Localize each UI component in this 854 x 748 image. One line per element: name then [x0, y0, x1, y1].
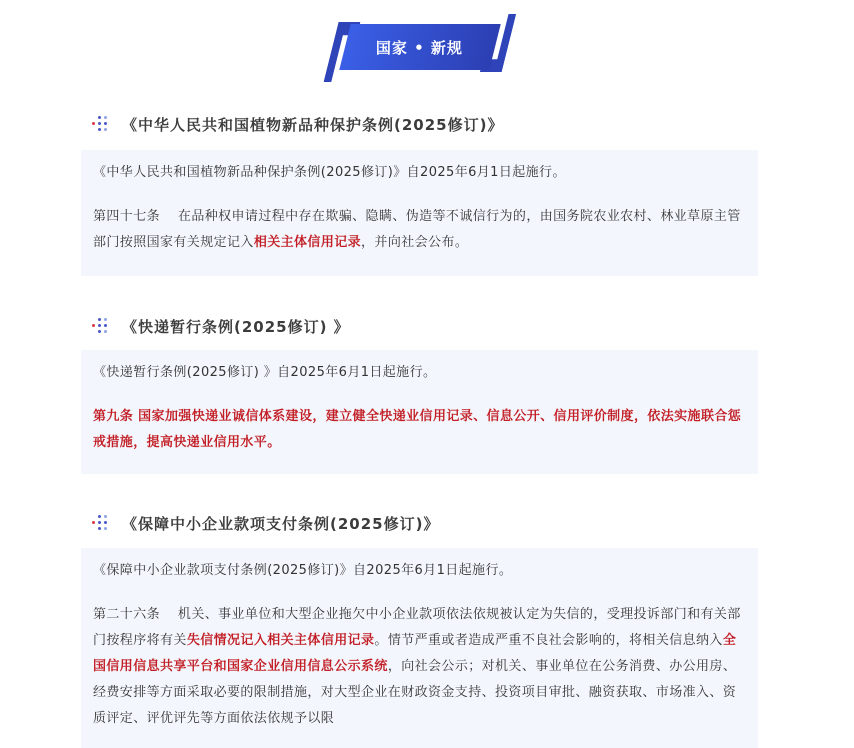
- article-text: 第四十七条 在品种权申请过程中存在欺骗、隐瞒、伪造等不诚信行为的，由国务院农业农村、林业草原主管部门按照国家有关规定记入相关主体信用记录，并向社会公布。: [93, 209, 741, 250]
- highlight-text: 失信情况记入相关主体信用记录: [186, 633, 375, 648]
- dot: [92, 122, 95, 125]
- dot: [104, 318, 107, 321]
- section-heading-text: 《中华人民共和国植物新品种保护条例(2025修订)》: [122, 115, 504, 134]
- dot: [104, 330, 107, 333]
- dot: [92, 521, 95, 524]
- dot: [92, 324, 95, 327]
- highlight-text: 国家加强快递业诚信体系建设，建立健全快递业信用记录、信息公开、信用评价制度，依法实施联合惩戒措施，提高快递业信用水平。: [93, 409, 742, 450]
- dot: [98, 122, 101, 125]
- dot: [104, 324, 107, 327]
- dot: [104, 116, 107, 119]
- banner-title: 国家 • 新规: [376, 38, 464, 57]
- section-heading-express-delivery: [92, 315, 350, 337]
- content-box-plant-variety: [81, 150, 758, 276]
- dot: [98, 330, 101, 333]
- section-heading-sme-payment: [92, 512, 439, 534]
- dots-icon: [92, 318, 108, 334]
- dots-icon: [92, 515, 108, 531]
- dot: [98, 521, 101, 524]
- dot: [98, 515, 101, 518]
- dot: [104, 122, 107, 125]
- dot: [98, 527, 101, 530]
- section-heading-text: 《保障中小企业款项支付条例(2025修订)》: [122, 514, 440, 533]
- effective-date-text: 《中华人民共和国植物新品种保护条例(2025修订)》自2025年6月1日起施行。: [93, 165, 566, 180]
- section-heading-plant-variety: [92, 113, 503, 135]
- dot: [104, 128, 107, 131]
- effective-date-text: 《快递暂行条例(2025修订) 》自2025年6月1日起施行。: [93, 365, 437, 380]
- dot: [98, 128, 101, 131]
- dot: [98, 318, 101, 321]
- dot: [104, 515, 107, 518]
- dots-icon: [92, 116, 108, 132]
- highlight-text: 相关主体信用记录: [253, 235, 362, 250]
- highlight-text: 全国信用信息共享平台和国家企业信用信息公示系统: [93, 633, 737, 674]
- article-text: 第二十六条 机关、事业单位和大型企业拖欠中小企业款项依法依规被认定为失信的，受理投诉部门和有关部门按程序将有关失信情况记入相关主体信用记录。情节严重或者造成严重不良社会影响的，将相关信息纳入全国信用信息共享平台和国家企业信用信息公示系统，向社会公示；对机关、事业单位在公务消费、办公用房、经费安排等方面采取必要的限制措施，对大型企业在财政资金支持、投资项目审批、融资获取、市场准入、资质评定、评优评先等方面依法依规予以限: [93, 607, 741, 726]
- section-heading-text: 《快递暂行条例(2025修订) 》: [122, 317, 350, 336]
- dot: [98, 116, 101, 119]
- dot: [104, 521, 107, 524]
- banner-plate: [339, 24, 500, 70]
- dot: [98, 324, 101, 327]
- content-box-express-delivery: [81, 350, 758, 474]
- dot: [104, 527, 107, 530]
- effective-date-text: 《保障中小企业款项支付条例(2025修订)》自2025年6月1日起施行。: [93, 563, 513, 578]
- content-box-sme-payment: [81, 548, 758, 748]
- section-banner: [331, 14, 509, 80]
- article-text: 第九条 国家加强快递业诚信体系建设，建立健全快递业信用记录、信息公开、信用评价制度，依法实施联合惩戒措施，提高快递业信用水平。: [93, 409, 742, 450]
